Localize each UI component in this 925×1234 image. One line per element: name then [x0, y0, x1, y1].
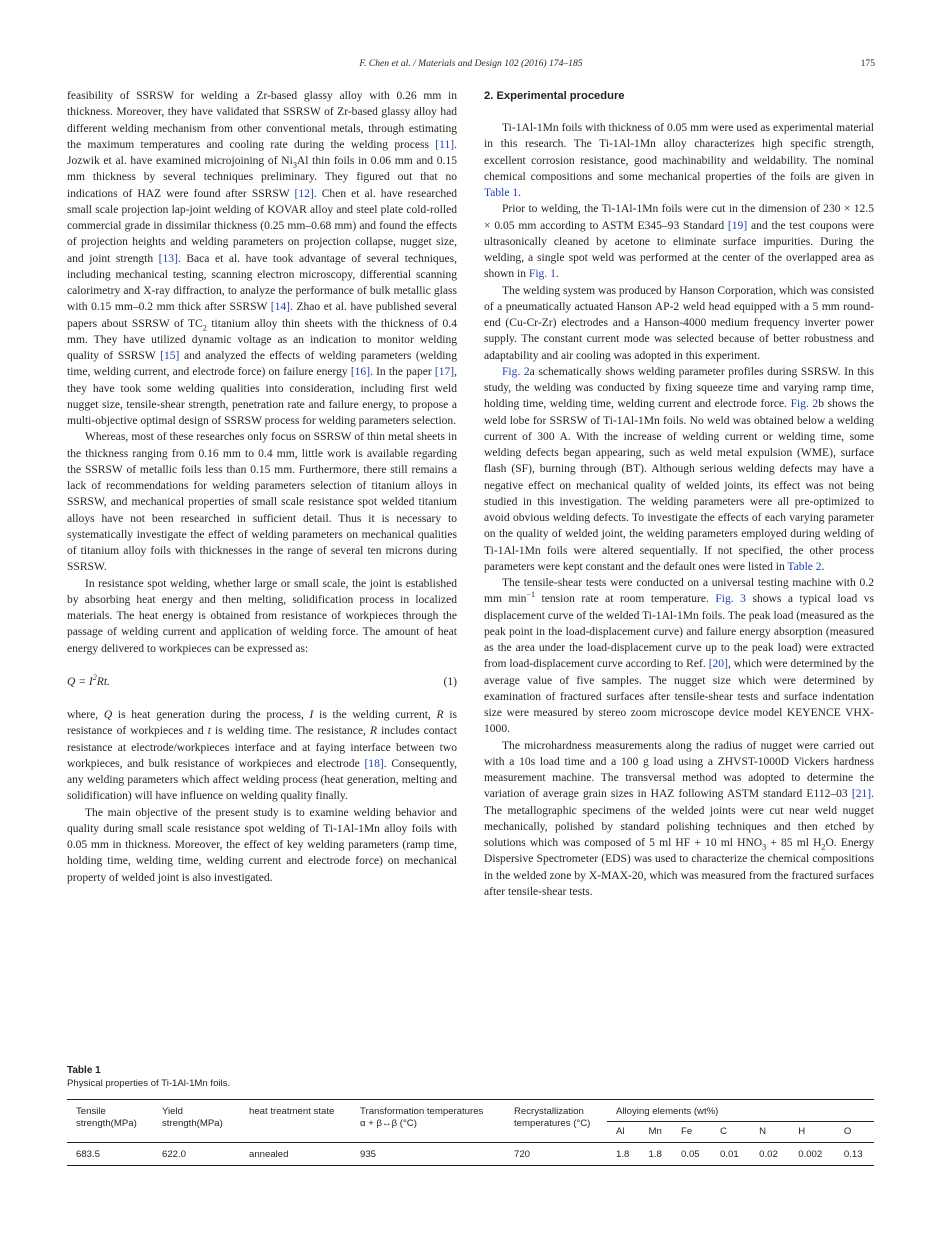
paragraph: Whereas, most of these researches only focus on SSRSW of thin metal sheets in the thickness ranging from 0.16 mm to 0.4 mm, little work is available regarding the SSRSW of metallic foils less than 0.15 mm. Furthermore, there still remains a lack of recommendations for welding parameters selection of titanium alloys in SSRSW, and mechanical properties of small scale resistance spot welded titanium alloys have not been researched in sufficient detail. Thus it is necessary to systematically investigate the effect of welding parameters on mechanical qualities of titanium alloy foils with thicknesses in the range of several ten microns during SSRSW.	[67, 431, 457, 574]
citation-link[interactable]: [19]	[727, 219, 748, 232]
element-header: Al	[607, 1122, 639, 1143]
equation-body: $Q = I^2Rt$.	[67, 672, 110, 688]
properties-table	[67, 1099, 874, 1166]
citation-link[interactable]: [17]	[434, 366, 455, 379]
table-cell: 1.8	[639, 1143, 671, 1166]
column-header: heat treatment state	[240, 1100, 351, 1143]
running-title: F. Chen et al. / Materials and Design 102 (2016) 174–185	[359, 58, 583, 69]
element-header: Mn	[639, 1122, 671, 1143]
table-cell: annealed	[240, 1143, 351, 1166]
element-header: C	[711, 1122, 750, 1143]
table-1	[67, 1065, 874, 1166]
table-cell: 0.13	[835, 1143, 874, 1166]
paragraph: Prior to welding, the Ti-1Al-1Mn foils were cut in the dimension of 230 × 12.5 × 0.05 mm according to ASTM E345–93 Standard [19] and the test coupons were ultrasonically cleaned by acetone to eliminate surface impurities. During the welding, a single spot weld was performed at the center of the overlapped area as shown in Fig. 1.	[484, 203, 874, 281]
table-cell: 1.8	[607, 1143, 639, 1166]
paragraph: where, Q is heat generation during the process, I is the welding current, R is resistance of workpieces and t is welding time. The resistance, R includes contact resistance at electrode/workpieces interface and at faying interface between two workpieces, and bulk resistance of workpieces and electrode [18]. Consequently, any welding parameters which affect welding process (heat generation, melting and solidification) will have influence on welding quality finally.	[67, 709, 458, 803]
table-link[interactable]: Table 2	[787, 560, 822, 573]
element-header: N	[750, 1122, 789, 1143]
figure-link[interactable]: Fig. 1	[528, 268, 556, 281]
column-group-header: Alloying elements (wt%)	[607, 1100, 874, 1122]
column-header: Transformation temperatures α + β↔β (°C)	[351, 1100, 505, 1143]
element-header: Fe	[672, 1122, 711, 1143]
paragraph: The main objective of the present study is to examine welding behavior and quality during small scale resistance spot welding of Ti-1Al-1Mn alloy foils with 0.05 mm in thickness. Moreover, the effect of key welding parameters (ramp time, holding time, welding time, welding current and electrode force) on mechanical property of welded joint is also investigated.	[67, 806, 457, 884]
figure-link[interactable]: Fig. 2	[790, 398, 819, 411]
paragraph: feasibility of SSRSW for welding a Zr-based glassy alloy with 0.26 mm in thickness. Moreover, they have validated that SSRSW of Zr-based glassy alloy had different welding mechanism from other conventional metals, through estimating the maximum temperatures and cooling rate during the welding process [11]. Jozwik et al. have examined microjoining of $Ni_3Al$ thin foils in 0.06 mm and 0.15 mm thickness by several techniques preliminary. They figured out that no indications of HAZ were found after SSRSW [12]. Chen et al. have researched small scale projection lap-joint welding of KOVAR alloy and steel plate cold-rolled commercial grade in dissimilar thickness (0.25 mm–0.68 mm) and found the effects of projection heights and welding parameters on projection collapse, nugget size, and joint strength [13]. Baca et al. have took advantage of several techniques, including mechanical testing, scanning electron microscopy, differential scanning calorimetry and X-ray diffraction, to analyze the performance of bulk metallic glass with 0.15 mm–0.2 mm thick after SSRSW [14]. Zhao et al. have published several papers about SSRSW of $TC_2$ titanium alloy thin sheets with the thickness of 0.4 mm. They have utilized dynamic voltage as an indication to monitor welding quality of SSRSW [15] and analyzed the effects of welding parameters (welding time, welding current, and electrode force) on failure energy [16]. In the paper [17], they have took some welding qualities into consideration, including first weld nugget size, tensile-shear strength, penetration rate and failure energy, to propose a multi-objective optimal design of SSRSW process for welding parameters selection.	[67, 90, 458, 427]
table-cell: 622.0	[153, 1143, 240, 1166]
running-header	[67, 58, 875, 72]
citation-link[interactable]: [18]	[364, 757, 384, 770]
table-caption: Physical properties of Ti-1Al-1Mn foils.	[67, 1078, 231, 1089]
citation-link[interactable]: [20]	[708, 658, 728, 671]
column-header: Recrystallization temperatures (°C)	[505, 1100, 607, 1143]
paragraph: Ti-1Al-1Mn foils with thickness of 0.05 mm were used as experimental material in this research. The Ti-1Al-1Mn alloy characterizes high specific strength, excellent corrosion resistance, good machinability and weldability. The nominal chemical compositions and some mechanical properties of the foils are given in Table 1.	[484, 122, 874, 199]
citation-link[interactable]: [21]	[851, 788, 872, 801]
table-cell: 683.5	[67, 1143, 153, 1166]
right-column	[484, 88, 874, 900]
element-header: O	[835, 1122, 874, 1143]
citation-link[interactable]: [16]	[350, 366, 371, 379]
table-cell: 0.002	[789, 1143, 835, 1166]
column-header: Tensile strength(MPa)	[67, 1100, 153, 1143]
page-number: 175	[860, 58, 875, 69]
paragraph: In resistance spot welding, whether large or small scale, the joint is established by absorbing heat energy and then melting, solidification process in localized materials. The heat energy is obtained from resistance of workpieces through the passage of welding current and application of welding force. The amount of heat energy delivered to workpieces can be expressed as:	[67, 577, 457, 655]
paragraph: The microhardness measurements along the radius of nugget were carried out with a 10s load time and a 100 g load using a ZHVST-1000D Vickers hardness measurement machine. The transversal method was adopted to determine the variation of average grain sizes in HAZ following ASTM standard E112–03 [21]. The metallographic specimens of the welded joints were cut near weld nugget mechanically, polished by standard polishing techniques and then etched by solutions which was composed of 5 ml HF + 10 ml $HNO_3 + 85$ ml $H_2O$. Energy Dispersive Spectrometer (EDS) was used to characterize the chemical compositions in the welded zone by X-MAX-20, which was measured from the fractured surfaces after tensile-shear tests.	[484, 739, 874, 898]
citation-link[interactable]: [15]	[160, 350, 180, 362]
table-cell: 0.02	[750, 1143, 789, 1166]
paragraph: The tensile-shear tests were conducted on a universal testing machine with 0.2 mm $\min^{-1}$ tension rate at room temperature. Fig. 3 shows a typical load vs displacement curve of the welded Ti-1Al-1Mn foils. The peak load (measured as the peak point in the load-displacement curve) and failure energy absorption (measured as the area under the load-displacement curve up to the peak load) were extracted from load-displacement curve according to Ref. [20], which were determined by the average value of five samples. The nugget size which were determined by examination of fractured surfaces after tensile-shear tests and surface indentation size were measured by stereo zoom microscope device model KEYENCE VHX-1000.	[484, 577, 874, 736]
left-column	[67, 88, 457, 886]
equation	[67, 674, 457, 690]
figure-link[interactable]: Fig. 3	[715, 593, 746, 606]
section-heading: 2. Experimental procedure	[484, 90, 625, 102]
table-link[interactable]: Table 1	[484, 187, 519, 199]
figure-link[interactable]: Fig. 2	[502, 365, 530, 378]
table-cell: 720	[505, 1143, 607, 1166]
paragraph: The welding system was produced by Hanson Corporation, which was consisted of a pneumatically actuated Hanson AP-2 weld head equipped with a 5 mm round-end (Cu-Cr-Zr) electrodes and a Hanson-4000 medium frequency inverter power supply. The constant current mode was selected because of better robustness and adaptability and air cooling was adopted in this experiment.	[484, 284, 874, 362]
table-row	[67, 1143, 874, 1166]
citation-link[interactable]: [13]	[158, 252, 178, 265]
table-cell: 0.01	[711, 1143, 750, 1166]
element-header: H	[789, 1122, 835, 1143]
column-header: Yield strength(MPa)	[153, 1100, 240, 1143]
citation-link[interactable]: [14]	[270, 301, 290, 314]
table-cell: 935	[351, 1143, 505, 1166]
table-cell: 0.05	[672, 1143, 711, 1166]
equation-number: (1)	[443, 675, 457, 688]
citation-link[interactable]: [12]	[294, 187, 314, 200]
citation-link[interactable]: [11]	[435, 138, 455, 151]
paragraph: Fig. 2a schematically shows welding parameter profiles during SSRSW. In this study, the welding was conducted by fixing squeeze time and varying ramp time, holding time, welding time, welding current and electrode force. Fig. 2b shows the weld lobe for SSRSW of Ti-1Al-1Mn foils. No weld was obtained below a welding current of 300 A. With the increase of welding current or welding time, some welding defects began appearing, such as weld metal expulsion (WME), surface flash (SF), burning through (BT). Although serious welding defects may have a negative effect on mechanical quality of welded joints, its effect was not being studied in this investigation. The welding parameters were all pre-optimized to avoid obvious welding defects. To investigate the effects of each varying parameter on the quality of welded joint, the welding parameters employed during welding of Ti-1Al-1Mn foils were altered sequentially. If not specified, the other process parameters were kept constant and the default ones were listed in Table 2.	[484, 365, 875, 573]
table-title: Table 1	[67, 1065, 101, 1076]
